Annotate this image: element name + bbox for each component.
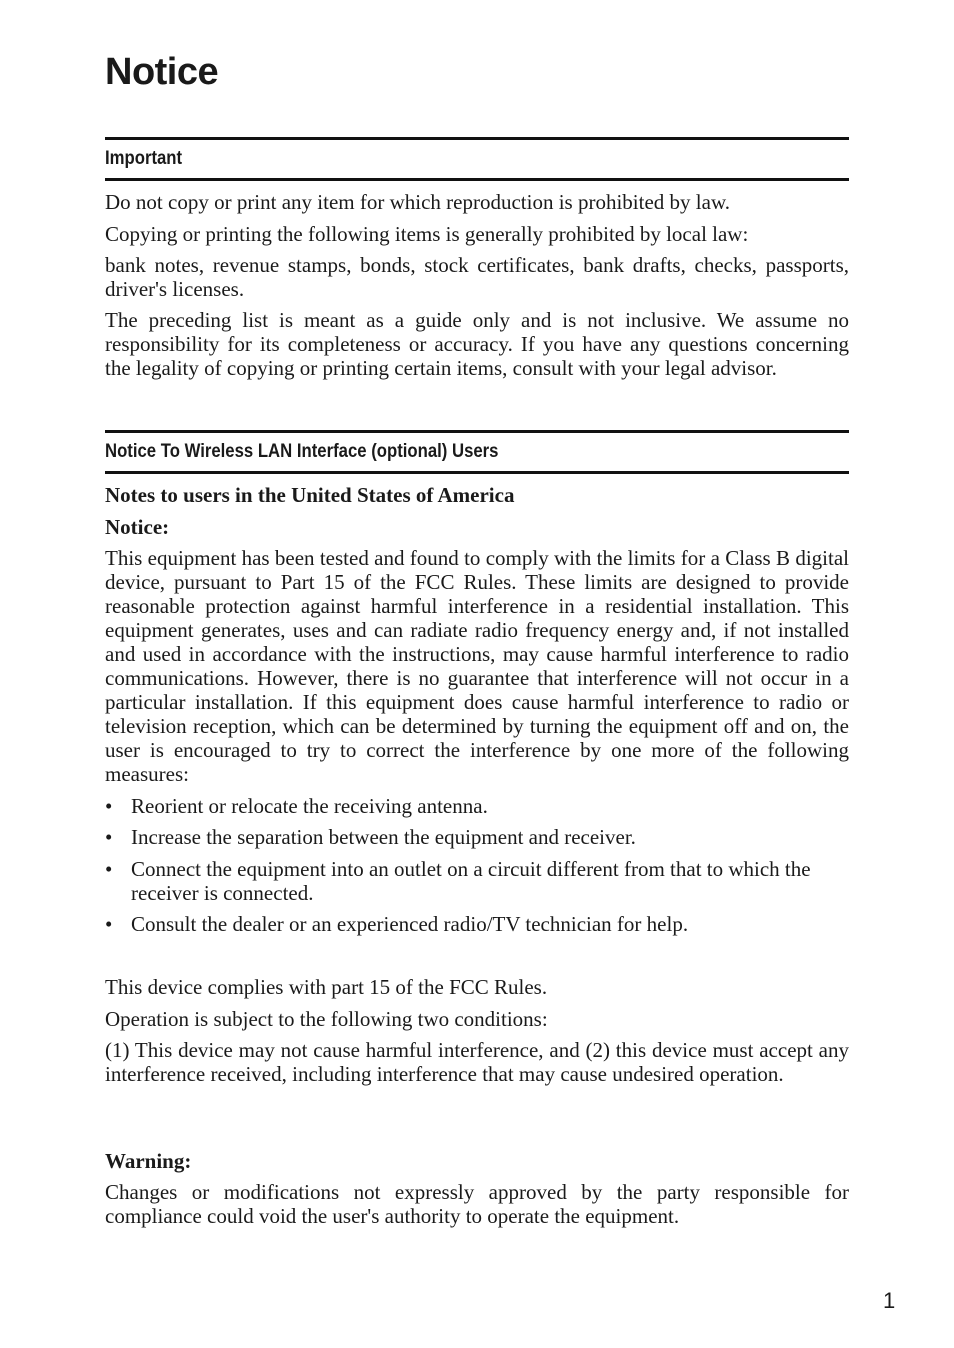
important-section-header: [105, 137, 849, 181]
fcc-paragraph-1: This device complies with part 15 of the FCC Rules.: [105, 975, 548, 999]
page-title: Notice: [105, 51, 219, 93]
bullet-text: Connect the equipment into an outlet on a circuit different from that to which the receiver is connected.: [131, 857, 811, 905]
important-paragraph-3: bank notes, revenue stamps, bonds, stock certificates, bank drafts, checks, passports, driver's licenses.: [105, 253, 849, 301]
warning-text: Changes or modifications not expressly approved by the party responsible for compliance could void the user's authority to operate the equipment.: [105, 1180, 849, 1228]
notice-label: Notice:: [105, 515, 170, 539]
page-number: 1: [883, 1288, 896, 1313]
bullet-text: Reorient or relocate the receiving antenna.: [131, 794, 488, 818]
wireless-heading: Notice To Wireless LAN Interface (optional) Users: [105, 441, 499, 462]
bullet-marker: •: [105, 857, 113, 881]
important-heading: Important: [105, 148, 183, 169]
bullet-marker: •: [105, 825, 113, 849]
bullet-text: Consult the dealer or an experienced radio/TV technician for help.: [131, 912, 689, 936]
us-notes-subheading: Notes to users in the United States of America: [105, 483, 515, 507]
fcc-paragraph-2: Operation is subject to the following two conditions:: [105, 1007, 548, 1031]
warning-label: Warning:: [105, 1149, 192, 1173]
important-paragraph-2: Copying or printing the following items is generally prohibited by local law:: [105, 222, 749, 246]
important-paragraph-1: Do not copy or print any item for which reproduction is prohibited by law.: [105, 190, 731, 214]
wireless-section-header: [105, 430, 849, 474]
fcc-paragraph-3: (1) This device may not cause harmful interference, and (2) this device must accept any interference received, including interference that may cause undesired operation.: [105, 1038, 849, 1086]
bullet-text: Increase the separation between the equipment and receiver.: [131, 825, 636, 849]
bullet-marker: •: [105, 794, 113, 818]
bullet-marker: •: [105, 912, 113, 936]
important-paragraph-4: The preceding list is meant as a guide only and is not inclusive. We assume no responsibility for its completeness or accuracy. If you have any questions concerning the legality of copying or printing certain items, consult with your legal advisor.: [105, 308, 849, 380]
notice-text: This equipment has been tested and found to comply with the limits for a Class B digital device, pursuant to Part 15 of the FCC Rules. These limits are designed to provide reasonable protection against harmful interference in a residential installation. This equipment generates, uses and can radiate radio frequency energy and, if not installed and used in accordance with the instructions, may cause harmful interference to radio communications. However, there is no guarantee that interference will not occur in a particular installation. If this equipment does cause harmful interference to radio or television reception, which can be determined by turning the equipment off and on, the user is encouraged to try to correct the interference by one more of the following measures:: [105, 546, 849, 786]
